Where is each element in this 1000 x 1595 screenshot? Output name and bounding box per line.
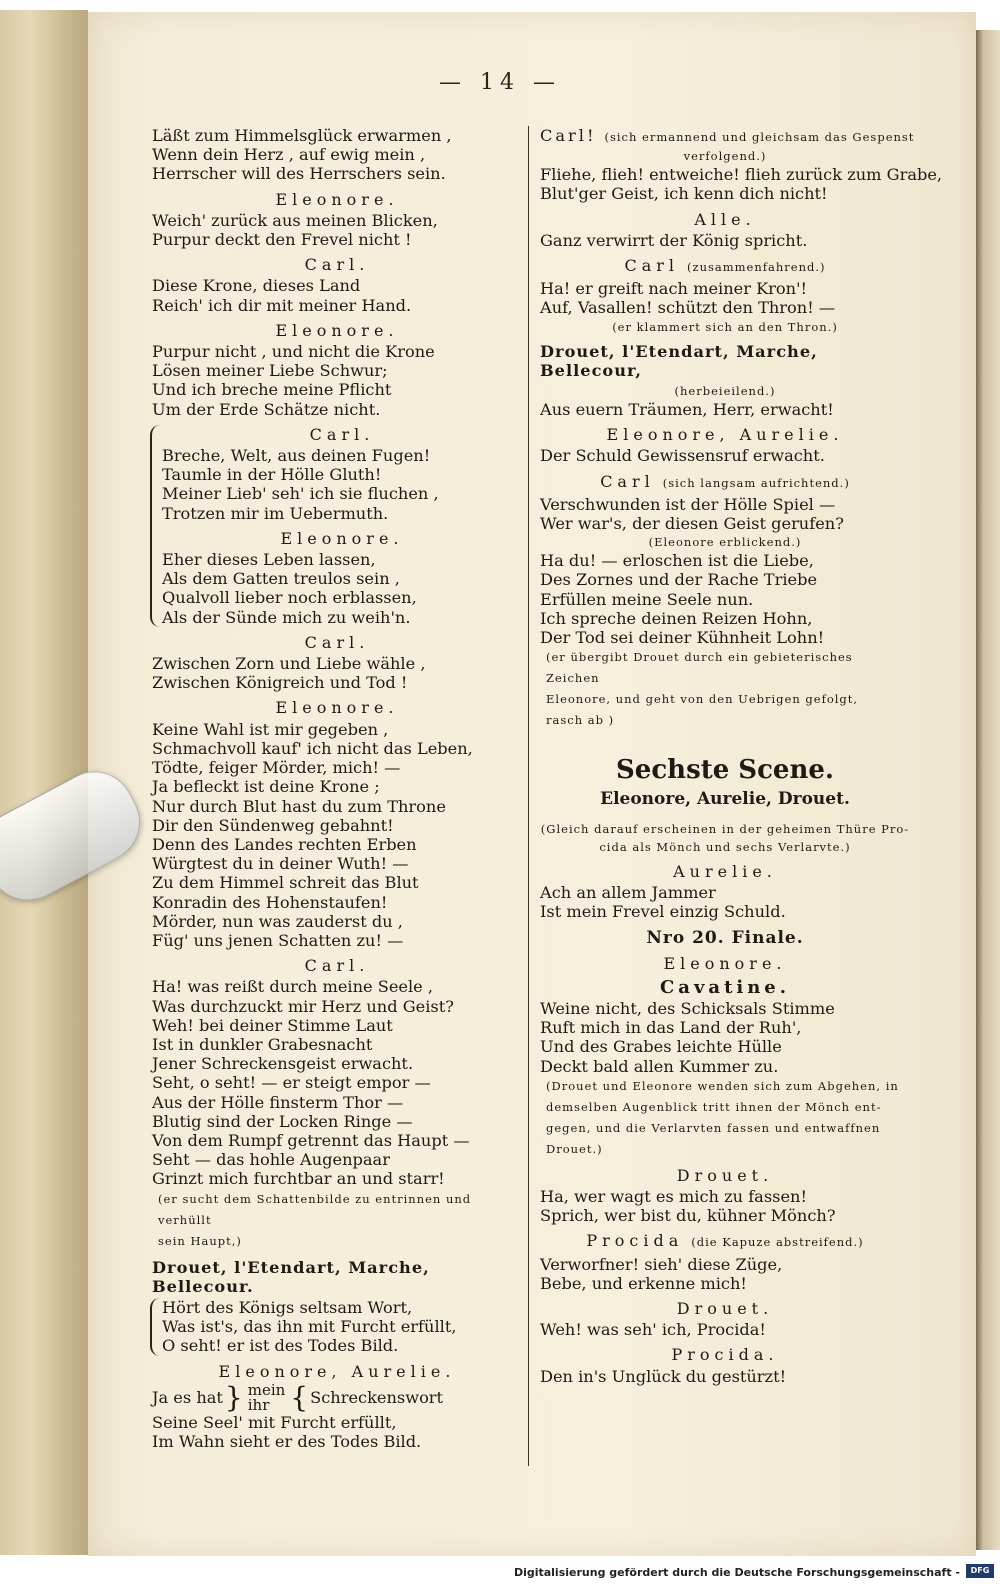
- verse-line: [540, 126, 915, 147]
- verse-line: Ha du! — erloschen ist die Liebe,: [540, 551, 814, 571]
- verse-line: Mörder, nun was zauderst du ,: [152, 911, 403, 931]
- speaker-name: Carl.: [309, 424, 375, 444]
- scene-title: Sechste Scene.: [616, 755, 834, 786]
- verse-line: Aus der Hölle finsterm Thor —: [152, 1092, 404, 1112]
- stage-direction: (er übergibt Drouet durch ein gebieterisches Zeichen: [546, 650, 853, 686]
- speaker-name: Drouet.: [676, 1298, 774, 1318]
- speaker-name: Eleonore.: [280, 528, 404, 548]
- verse-line: Purpur nicht , und nicht die Krone: [152, 342, 435, 362]
- verse-line: Um der Erde Schätze nicht.: [152, 399, 381, 419]
- verse-line: Ich spreche deinen Reizen Hohn,: [540, 608, 813, 628]
- verse-line: Deckt bald allen Kummer zu.: [540, 1056, 779, 1076]
- verse-line: Herrscher will des Herrschers sein.: [152, 164, 446, 184]
- verse-line: Wenn dein Herz , auf ewig mein ,: [152, 145, 426, 165]
- verse-line: Ha! was reißt durch meine Seele ,: [152, 977, 434, 997]
- verse-line: Seine Seel' mit Furcht erfüllt,: [152, 1412, 397, 1432]
- dfg-logo: DFG: [966, 1564, 994, 1578]
- verse-line: O seht! er ist des Todes Bild.: [162, 1336, 399, 1356]
- verse-part: Ja es hat: [152, 1388, 223, 1408]
- speaker-name: Carl.: [304, 956, 370, 976]
- verse-line: Weich' zurück aus meinen Blicken,: [152, 210, 438, 230]
- verse-line: Würgtest du in deiner Wuth! —: [152, 854, 409, 874]
- verse-line: Ganz verwirrt der König spricht.: [540, 230, 808, 250]
- speaker-label: Carl!: [540, 126, 597, 145]
- verse-line: Eher dieses Leben lassen,: [162, 550, 376, 570]
- brace-icon: {: [290, 1380, 309, 1414]
- verse-line: Weh! bei deiner Stimme Laut: [152, 1015, 393, 1035]
- verse-line: Ha, wer wagt es mich zu fassen!: [540, 1186, 807, 1206]
- speaker-name: Drouet.: [676, 1165, 774, 1185]
- stage-direction-inline: (sich ermannend und gleichsam das Gespenst: [604, 130, 915, 144]
- speaker-name: Eleonore.: [275, 189, 399, 209]
- footer-credit: Digitalisierung gefördert durch die Deutsche Forschungsgemeinschaft -: [513, 1566, 960, 1579]
- verse-line: Lösen meiner Liebe Schwur;: [152, 361, 388, 381]
- verse-line: Tödte, feiger Mörder, mich! —: [152, 758, 401, 778]
- verse-line: Bebe, und erkenne mich!: [540, 1273, 747, 1293]
- verse-line: Zwischen Zorn und Liebe wähle ,: [152, 654, 426, 674]
- stage-direction: gegen, und die Verlarvten fassen und entwaffnen: [546, 1120, 881, 1135]
- speaker-name: Alle.: [694, 209, 756, 229]
- verse-line: Hört des Königs seltsam Wort,: [162, 1297, 413, 1317]
- speaker-name: Aurelie.: [673, 861, 777, 881]
- verse-line: Füg' uns jenen Schatten zu! —: [152, 930, 404, 950]
- stage-direction-inline: (sich langsam aufrichtend.): [662, 475, 850, 490]
- verse-line: Breche, Welt, aus deinen Fugen!: [162, 446, 431, 466]
- verse-line: Zu dem Himmel schreit das Blut: [152, 873, 419, 893]
- speaker-name: Eleonore.: [275, 320, 399, 340]
- verse-line: Weine nicht, des Schicksals Stimme: [540, 998, 835, 1018]
- verse-line: Von dem Rumpf getrennt das Haupt —: [152, 1130, 470, 1150]
- stage-direction: (Eleonore erblickend.): [648, 535, 802, 550]
- cavatine-heading: Cavatine.: [659, 976, 791, 998]
- number-heading: Nro 20. Finale.: [646, 928, 804, 949]
- verse-line: Nur durch Blut hast du zum Throne: [152, 796, 446, 816]
- stage-direction: verfolgend.): [683, 149, 767, 164]
- verse-line: Blut'ger Geist, ich kenn dich nicht!: [540, 184, 828, 204]
- speaker-name: Eleonore.: [663, 954, 787, 974]
- verse-line: Verschwunden ist der Hölle Spiel —: [540, 494, 836, 514]
- verse-line: Als dem Gatten treulos sein ,: [162, 569, 400, 589]
- verse-line: Purpur deckt den Frevel nicht !: [152, 230, 412, 250]
- left-column: [152, 126, 522, 1451]
- verse-line: Der Schuld Gewissensruf erwacht.: [540, 446, 825, 466]
- verse-line: Verworfner! sieh' diese Züge,: [540, 1254, 783, 1274]
- speaker-name: Eleonore.: [275, 698, 399, 718]
- alt-word: mein: [247, 1380, 286, 1399]
- verse-line: Als der Sünde mich zu weih'n.: [162, 607, 411, 627]
- verse-line: Im Wahn sieht er des Todes Bild.: [152, 1431, 422, 1451]
- speaker-name: Carl.: [304, 255, 370, 275]
- stage-direction: (er klammert sich an den Thron.): [612, 319, 838, 334]
- stage-direction: demselben Augenblick tritt ihnen der Mönch ent-: [546, 1099, 882, 1114]
- verse-line: Seht — das hohle Augenpaar: [152, 1150, 390, 1170]
- brace-icon: }: [224, 1380, 243, 1414]
- verse-line: Der Tod sei deiner Kühnheit Lohn!: [540, 628, 825, 648]
- stage-direction: cida als Mönch und sechs Verlarvte.): [599, 839, 851, 854]
- verse-line: Weh! was seh' ich, Procida!: [540, 1320, 766, 1340]
- right-column: [540, 126, 943, 1386]
- verse-line: Erfüllen meine Seele nun.: [540, 589, 754, 609]
- speaker-label: Carl: [624, 256, 680, 276]
- speaker-label: Procida: [586, 1231, 684, 1251]
- verse-line: Trotzen mir im Uebermuth.: [162, 503, 389, 523]
- verse-line: Sprich, wer bist du, kühner Mönch?: [540, 1206, 836, 1226]
- page-number: — 14 —: [439, 70, 561, 95]
- verse-line: Meiner Lieb' seh' ich sie fluchen ,: [162, 484, 439, 504]
- speaker-name: Procida.: [671, 1345, 779, 1365]
- speaker-name: Eleonore, Aurelie.: [218, 1361, 456, 1381]
- stage-direction: (herbeieilend.): [674, 384, 776, 399]
- stage-direction: Eleonore, und geht von den Uebrigen gefolgt,: [546, 692, 859, 707]
- speaker-group-name: Drouet, l'Etendart, Marche, Bellecour.: [152, 1257, 430, 1296]
- speaker-label: Carl: [600, 471, 655, 491]
- verse-line: Ach an allem Jammer: [540, 882, 716, 902]
- next-page-edge: [976, 30, 1000, 1550]
- verse-line: Aus euern Träumen, Herr, erwacht!: [540, 400, 834, 420]
- verse-line: Taumle in der Hölle Gluth!: [162, 465, 382, 485]
- speaker-name: Carl.: [304, 632, 370, 652]
- verse-line: Konradin des Hohenstaufen!: [152, 892, 388, 912]
- speaker-name: [540, 1231, 910, 1252]
- verse-line: Was ist's, das ihn mit Furcht erfüllt,: [162, 1317, 457, 1337]
- verse-line: Und des Grabes leichte Hülle: [540, 1037, 782, 1057]
- stage-direction: sein Haupt,): [158, 1233, 242, 1248]
- alt-word: ihr: [247, 1395, 270, 1414]
- speaker-group-name: Drouet, l'Etendart, Marche, Bellecour,: [540, 341, 818, 380]
- verse-line: Schmachvoll kauf' ich nicht das Leben,: [152, 738, 473, 758]
- speaker-name: Eleonore, Aurelie.: [606, 425, 844, 445]
- verse-line: Keine Wahl ist mir gegeben ,: [152, 719, 389, 739]
- verse-line: Jener Schreckensgeist erwacht.: [152, 1054, 414, 1074]
- verse-line: Zwischen Königreich und Tod !: [152, 673, 408, 693]
- verse-line: Denn des Landes rechten Erben: [152, 834, 417, 854]
- verse-line: Fliehe, flieh! entweiche! flieh zurück zum Grabe,: [540, 165, 943, 185]
- column-divider: [528, 126, 529, 1466]
- verse-line: Läßt zum Himmelsglück erwarmen ,: [152, 126, 452, 145]
- verse-line: Und ich breche meine Pflicht: [152, 380, 392, 400]
- stage-direction: (Drouet und Eleonore wenden sich zum Abgehen, in: [546, 1078, 899, 1093]
- stage-direction-inline: (zusammenfahrend.): [687, 260, 826, 275]
- verse-line: Diese Krone, dieses Land: [152, 276, 361, 296]
- verse-line: Wer war's, der diesen Geist gerufen?: [540, 514, 844, 534]
- stage-direction: Drouet.): [546, 1141, 603, 1156]
- verse-line: Ist mein Frevel einzig Schuld.: [540, 902, 786, 922]
- scene-cast: Eleonore, Aurelie, Drouet.: [600, 789, 850, 810]
- verse-line: Ruft mich in das Land der Ruh',: [540, 1018, 802, 1038]
- verse-line: Was durchzuckt mir Herz und Geist?: [152, 996, 454, 1016]
- bracketed-passage: [150, 1298, 522, 1356]
- verse-line: Reich' ich dir mit meiner Hand.: [152, 295, 412, 315]
- verse-line: Ja befleckt ist deine Krone ;: [152, 777, 380, 797]
- verse-line: [152, 1380, 522, 1414]
- verse-line: Auf, Vasallen! schützt den Thron! —: [540, 298, 836, 318]
- verse-line: Blutig sind der Locken Ringe —: [152, 1111, 413, 1131]
- footer: [0, 1556, 1000, 1595]
- verse-part: Schreckenswort: [310, 1388, 444, 1408]
- speaker-name: [540, 472, 910, 493]
- verse-line: Des Zornes und der Rache Triebe: [540, 570, 818, 590]
- stage-direction: (er sucht dem Schattenbilde zu entrinnen und verhüllt: [158, 1191, 472, 1227]
- verse-line: Den in's Unglück du gestürzt!: [540, 1366, 787, 1386]
- verse-line: Ist in dunkler Grabesnacht: [152, 1034, 373, 1054]
- verse-line: Grinzt mich furchtbar an und starr!: [152, 1169, 445, 1189]
- verse-line: Dir den Sündenweg gebahnt!: [152, 815, 394, 835]
- stage-direction-inline: (die Kapuze abstreifend.): [691, 1235, 864, 1250]
- stage-direction: rasch ab ): [546, 713, 615, 728]
- verse-line: Seht, o seht! — er steigt empor —: [152, 1073, 431, 1093]
- verse-line: Ha! er greift nach meiner Kron'!: [540, 279, 808, 299]
- verse-line: Qualvoll lieber noch erblassen,: [162, 588, 417, 608]
- stage-direction: (Gleich darauf erscheinen in der geheimen Thüre Pro-: [540, 821, 910, 836]
- bracketed-passage: [150, 425, 522, 627]
- speaker-name: [540, 256, 910, 277]
- alternative-words: [247, 1380, 286, 1414]
